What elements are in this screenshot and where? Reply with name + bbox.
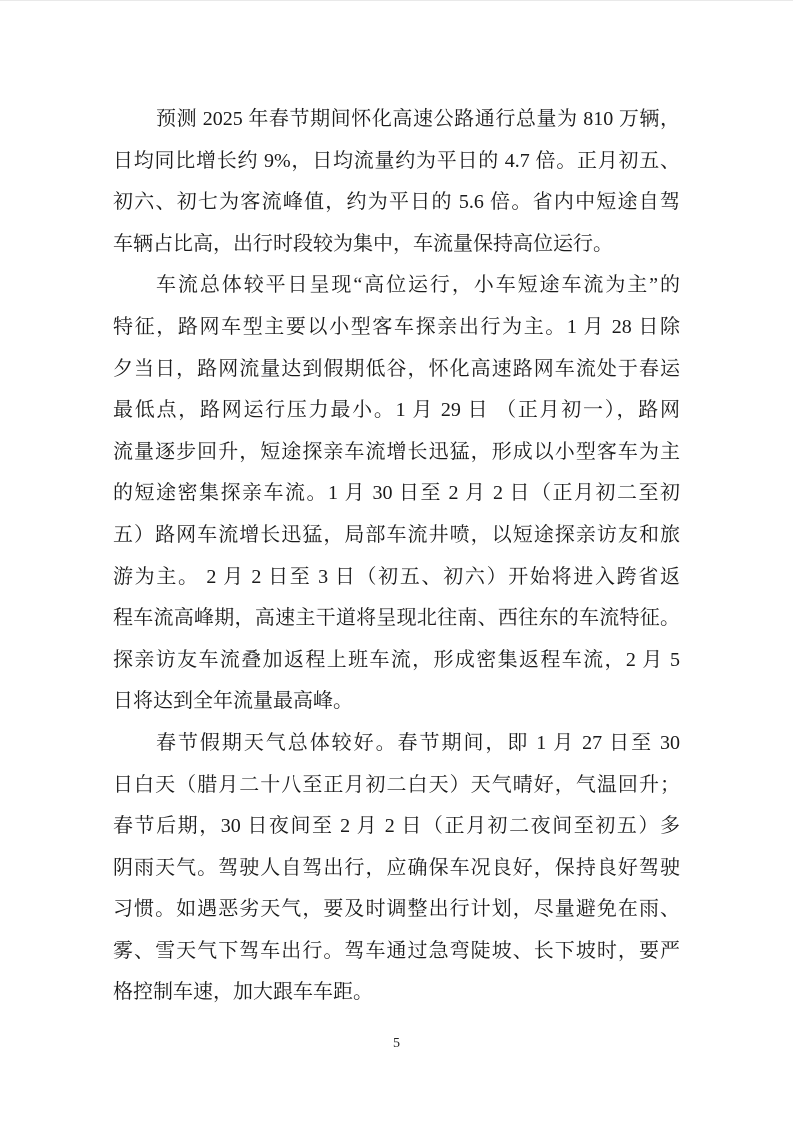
text-line: 预测 2025 年春节期间怀化高速公路通行总量为 810 万辆， bbox=[156, 108, 680, 130]
text-line: 最低点，路网运行压力最小。1 月 29 日 （正月初一），路网 bbox=[113, 399, 680, 422]
text-line: 日均同比增长约 9%，日均流量约为平日的 4.7 倍。正月初五、 bbox=[113, 149, 680, 172]
text-line: 格控制车速，加大跟车车距。 bbox=[113, 981, 373, 1004]
text-line: 特征，路网车型主要以小型客车探亲出行为主。1 月 28 日除 bbox=[113, 315, 680, 338]
page-number: 5 bbox=[393, 1036, 400, 1051]
text-line: 习惯。如遇恶劣天气，要及时调整出行计划，尽量避免在雨、 bbox=[113, 898, 680, 921]
text-line: 五）路网车流增长迅猛，局部车流井喷，以短途探亲访友和旅 bbox=[113, 523, 680, 546]
text-line: 的短途密集探亲车流。1 月 30 日至 2 月 2 日（正月初二至初 bbox=[113, 482, 680, 505]
page-top-edge bbox=[0, 0, 793, 1]
text-line: 雾、雪天气下驾车出行。驾车通过急弯陡坡、长下坡时，要严 bbox=[113, 939, 680, 962]
text-line: 流量逐步回升，短途探亲车流增长迅猛，形成以小型客车为主 bbox=[113, 440, 680, 463]
text-line: 春节后期，30 日夜间至 2 月 2 日（正月初二夜间至初五）多 bbox=[113, 815, 680, 838]
text-line: 日将达到全年流量最高峰。 bbox=[113, 690, 353, 713]
text-line: 初六、初七为客流峰值，约为平日的 5.6 倍。省内中短途自驾 bbox=[113, 191, 680, 214]
text-line: 春节假期天气总体较好。春节期间，即 1 月 27 日至 30 bbox=[156, 731, 680, 754]
paragraph-flow-characteristics bbox=[113, 265, 680, 723]
text-line: 程车流高峰期，高速主干道将呈现北往南、西往东的车流特征。 bbox=[113, 607, 680, 630]
paragraph-weather-advisory bbox=[113, 723, 680, 1014]
document-body bbox=[113, 99, 680, 1014]
text-line: 阴雨天气。驾驶人自驾出行，应确保车况良好，保持良好驾驶 bbox=[113, 856, 680, 879]
text-line: 游为主。 2 月 2 日至 3 日（初五、初六）开始将进入跨省返 bbox=[113, 565, 680, 588]
text-line: 探亲访友车流叠加返程上班车流，形成密集返程车流，2 月 5 bbox=[113, 648, 680, 671]
text-line: 日白天（腊月二十八至正月初二白天）天气晴好，气温回升； bbox=[113, 773, 680, 796]
text-line: 夕当日，路网流量达到假期低谷，怀化高速路网车流处于春运 bbox=[113, 357, 680, 380]
text-line: 车辆占比高，出行时段较为集中，车流量保持高位运行。 bbox=[113, 232, 613, 255]
text-line: 车流总体较平日呈现“高位运行，小车短途车流为主”的 bbox=[156, 274, 680, 297]
paragraph-traffic-forecast bbox=[113, 99, 680, 265]
